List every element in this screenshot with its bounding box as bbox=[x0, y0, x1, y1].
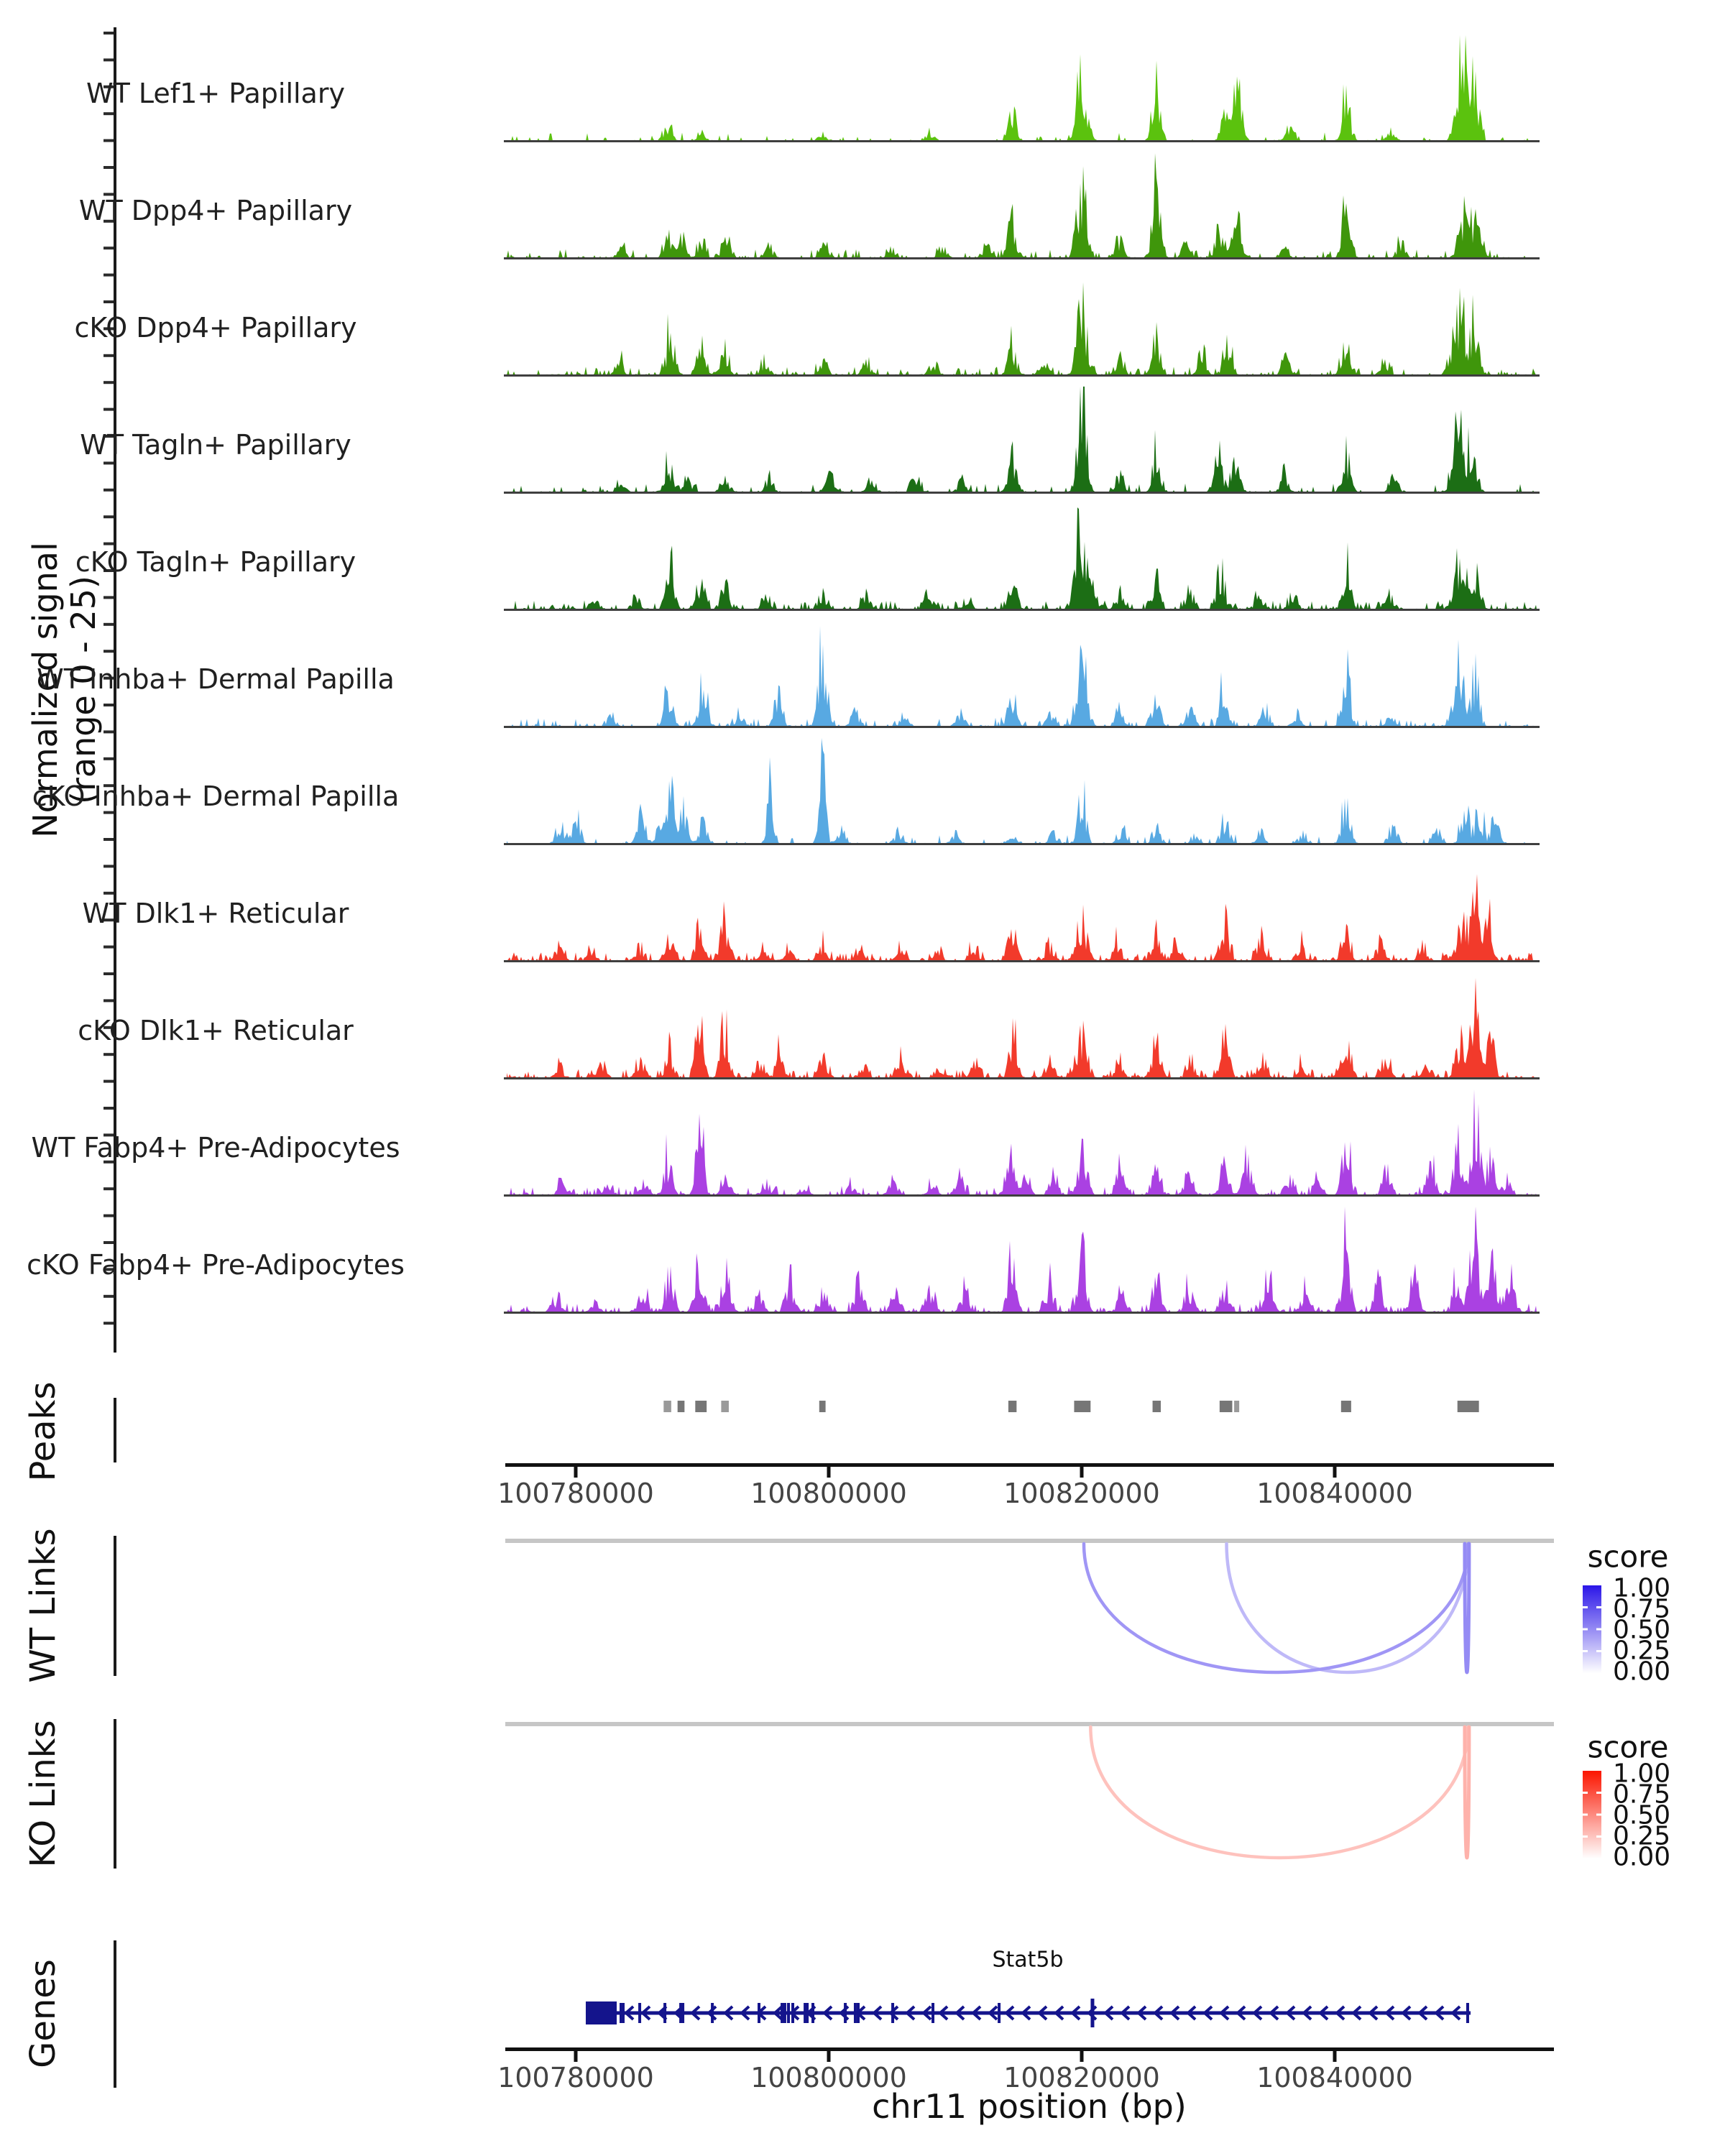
y-axis-minor-tick bbox=[104, 58, 114, 61]
x-tick-label-0-0: 100780000 bbox=[497, 1478, 654, 1509]
x-axis-tick bbox=[1333, 2051, 1337, 2062]
gene-exon-19 bbox=[932, 2003, 934, 2023]
wt-legend-tick-0: 1.00 bbox=[1613, 1573, 1671, 1603]
peak-interval-1 bbox=[678, 1401, 685, 1412]
legend-notch bbox=[1583, 1814, 1588, 1816]
y-axis-minor-tick bbox=[104, 515, 114, 518]
gene-exon-15 bbox=[844, 2003, 847, 2023]
legend-notch bbox=[1596, 1792, 1601, 1794]
ko-top-line bbox=[505, 1722, 1554, 1726]
x-tick-label-0-3: 100840000 bbox=[1256, 1478, 1413, 1509]
y-axis-minor-tick bbox=[104, 1187, 114, 1190]
track-label-7: WT Dlk1+ Reticular bbox=[82, 898, 349, 929]
track-label-1: WT Dpp4+ Papillary bbox=[78, 195, 353, 226]
peak-interval-3 bbox=[721, 1401, 729, 1412]
track-baseline bbox=[504, 843, 1540, 845]
peak-interval-9 bbox=[1234, 1401, 1239, 1412]
y-axis-minor-tick bbox=[104, 274, 114, 277]
gene-exon-20 bbox=[998, 2003, 1000, 2023]
coverage-area-3 bbox=[507, 387, 1537, 492]
track-baseline bbox=[504, 1194, 1540, 1197]
y-axis-minor-tick bbox=[104, 166, 114, 169]
ko-legend-tick-1: 0.75 bbox=[1613, 1779, 1671, 1810]
coverage-area-10 bbox=[507, 1207, 1537, 1312]
x-tick-label-1-1: 100800000 bbox=[750, 2062, 907, 2093]
y-axis-minor-tick bbox=[104, 1241, 114, 1244]
coverage-area-2 bbox=[507, 282, 1537, 375]
wt-legend-tick-2: 0.50 bbox=[1613, 1615, 1671, 1645]
y-axis-minor-tick bbox=[104, 139, 114, 142]
x-axis-tick bbox=[1080, 2051, 1084, 2062]
gene-exon-6 bbox=[711, 2003, 714, 2023]
ko-legend-title: score bbox=[1587, 1729, 1669, 1765]
y-axis-minor-tick bbox=[104, 730, 114, 733]
y-axis-minor-tick bbox=[104, 596, 114, 599]
x-axis-tick bbox=[827, 1467, 831, 1478]
y-axis-minor-tick bbox=[104, 32, 114, 34]
y-axis-minor-tick bbox=[104, 1215, 114, 1217]
y-axis-minor-tick bbox=[104, 946, 114, 949]
y-axis-minor-tick bbox=[104, 1080, 114, 1083]
x-axis-title: chr11 position (bp) bbox=[872, 2087, 1187, 2126]
track-baseline bbox=[504, 492, 1540, 494]
track-baseline bbox=[504, 374, 1540, 377]
track-baseline bbox=[504, 960, 1540, 962]
gene-name-label: Stat5b bbox=[992, 1947, 1064, 1973]
legend-notch bbox=[1583, 1650, 1588, 1652]
legend-notch bbox=[1596, 1650, 1601, 1652]
x-axis-tick bbox=[574, 1467, 578, 1478]
x-axis-line-1 bbox=[505, 2047, 1554, 2051]
section-bracket bbox=[114, 1719, 116, 1869]
coverage-area-7 bbox=[507, 874, 1537, 961]
track-baseline bbox=[504, 726, 1540, 728]
legend-notch bbox=[1596, 1835, 1601, 1838]
y-axis-minor-tick bbox=[104, 999, 114, 1002]
track-label-3: WT Tagln+ Papillary bbox=[80, 429, 351, 461]
x-tick-label-1-3: 100840000 bbox=[1256, 2062, 1413, 2093]
track-baseline bbox=[504, 609, 1540, 611]
track-label-4: cKO Tagln+ Papillary bbox=[75, 546, 356, 578]
legend-notch bbox=[1583, 1835, 1588, 1838]
coverage-area-8 bbox=[507, 978, 1537, 1078]
peak-interval-11 bbox=[1458, 1401, 1479, 1412]
ko-link-arc-0 bbox=[1090, 1727, 1468, 1858]
y-axis-minor-tick bbox=[104, 704, 114, 706]
y-axis-label-line2: (range 0 - 25) bbox=[64, 576, 103, 804]
section-bracket bbox=[114, 1398, 116, 1462]
y-axis-minor-tick bbox=[104, 623, 114, 626]
track-label-8: cKO Dlk1+ Reticular bbox=[78, 1015, 354, 1046]
wt-legend-tick-3: 0.25 bbox=[1613, 1636, 1671, 1666]
x-tick-label-0-2: 100820000 bbox=[1003, 1478, 1160, 1509]
x-axis-tick bbox=[1080, 1467, 1084, 1478]
x-axis-tick bbox=[827, 2051, 831, 2062]
peak-interval-0 bbox=[663, 1401, 671, 1412]
wt-legend-title: score bbox=[1587, 1539, 1669, 1575]
y-axis-minor-tick bbox=[104, 354, 114, 357]
wt-top-line bbox=[505, 1539, 1554, 1543]
wt-link-arc-1 bbox=[1084, 1544, 1468, 1672]
track-label-0: WT Lef1+ Papillary bbox=[86, 78, 345, 109]
wt-legend-tick-4: 0.00 bbox=[1613, 1657, 1671, 1687]
peak-interval-4 bbox=[819, 1401, 826, 1412]
legend-notch bbox=[1596, 1628, 1601, 1631]
peak-interval-2 bbox=[695, 1401, 707, 1412]
peak-interval-10 bbox=[1341, 1401, 1351, 1412]
ko-legend-tick-4: 0.00 bbox=[1613, 1842, 1671, 1872]
y-axis-minor-tick bbox=[104, 838, 114, 841]
gene-exon-21 bbox=[1466, 2003, 1469, 2023]
section-label-wt-links: WT Links bbox=[23, 1528, 63, 1683]
y-axis-minor-tick bbox=[104, 892, 114, 895]
y-axis-minor-tick bbox=[104, 461, 114, 464]
section-bracket bbox=[114, 1536, 116, 1676]
peak-interval-5 bbox=[1008, 1401, 1016, 1412]
gene-utr-exon bbox=[586, 2001, 617, 2024]
y-axis-minor-tick bbox=[104, 1053, 114, 1056]
track-label-6: cKO Inhba+ Dermal Papilla bbox=[32, 780, 400, 812]
track-label-10: cKO Fabp4+ Pre-Adipocytes bbox=[27, 1249, 405, 1281]
track-label-9: WT Fabp4+ Pre-Adipocytes bbox=[31, 1132, 400, 1164]
gene-exon-9 bbox=[783, 2003, 786, 2023]
y-axis-minor-tick bbox=[104, 543, 114, 545]
x-axis-tick bbox=[1333, 1467, 1337, 1478]
coverage-area-6 bbox=[507, 738, 1537, 844]
x-axis-tick bbox=[574, 2051, 578, 2062]
y-axis-minor-tick bbox=[104, 650, 114, 653]
y-axis-label-line1: Normalized signal bbox=[26, 542, 65, 838]
track-label-5: WT Inhba+ Dermal Papilla bbox=[37, 663, 395, 695]
x-tick-label-0-1: 100800000 bbox=[750, 1478, 907, 1509]
y-axis-minor-tick bbox=[104, 972, 114, 975]
y-axis-minor-tick bbox=[104, 300, 114, 303]
wt-link-arc-0 bbox=[1227, 1544, 1468, 1672]
section-label-genes: Genes bbox=[23, 1959, 63, 2068]
gene-exon-tall bbox=[1090, 1999, 1094, 2027]
track-baseline bbox=[504, 1077, 1540, 1079]
y-axis-minor-tick bbox=[104, 1107, 114, 1110]
legend-notch bbox=[1596, 1814, 1601, 1816]
coverage-area-4 bbox=[507, 507, 1537, 609]
coverage-area-9 bbox=[507, 1089, 1537, 1195]
y-axis-minor-tick bbox=[104, 1322, 114, 1325]
y-axis-minor-tick bbox=[104, 1295, 114, 1298]
legend-notch bbox=[1596, 1606, 1601, 1608]
track-label-2: cKO Dpp4+ Papillary bbox=[74, 312, 357, 344]
y-axis-minor-tick bbox=[104, 489, 114, 492]
y-axis-minor-tick bbox=[104, 112, 114, 115]
x-tick-label-1-2: 100820000 bbox=[1003, 2062, 1160, 2093]
y-axis-minor-tick bbox=[104, 757, 114, 760]
peak-interval-7 bbox=[1153, 1401, 1161, 1412]
legend-notch bbox=[1583, 1606, 1588, 1608]
coverage-area-0 bbox=[507, 35, 1537, 141]
section-bracket bbox=[114, 1940, 116, 2088]
ko-legend-tick-2: 0.50 bbox=[1613, 1800, 1671, 1830]
y-axis-minor-tick bbox=[104, 408, 114, 411]
legend-notch bbox=[1583, 1792, 1588, 1794]
coverage-area-1 bbox=[507, 153, 1537, 258]
wt-legend-tick-1: 0.75 bbox=[1613, 1594, 1671, 1624]
coverage-area-5 bbox=[507, 626, 1537, 727]
track-baseline bbox=[504, 1312, 1540, 1314]
y-axis-minor-tick bbox=[104, 247, 114, 249]
ko-legend-tick-0: 1.00 bbox=[1613, 1759, 1671, 1789]
x-tick-label-1-0: 100780000 bbox=[497, 2062, 654, 2093]
y-axis-minor-tick bbox=[104, 865, 114, 867]
y-axis-minor-tick bbox=[104, 381, 114, 384]
ko-legend-tick-3: 0.25 bbox=[1613, 1821, 1671, 1851]
section-label-peaks: Peaks bbox=[23, 1381, 63, 1482]
track-baseline bbox=[504, 257, 1540, 259]
peak-interval-6 bbox=[1074, 1401, 1090, 1412]
peak-interval-8 bbox=[1220, 1401, 1233, 1412]
track-baseline bbox=[504, 140, 1540, 142]
legend-notch bbox=[1583, 1628, 1588, 1631]
x-axis-line-0 bbox=[505, 1463, 1554, 1467]
section-label-ko-links: KO Links bbox=[23, 1720, 63, 1868]
